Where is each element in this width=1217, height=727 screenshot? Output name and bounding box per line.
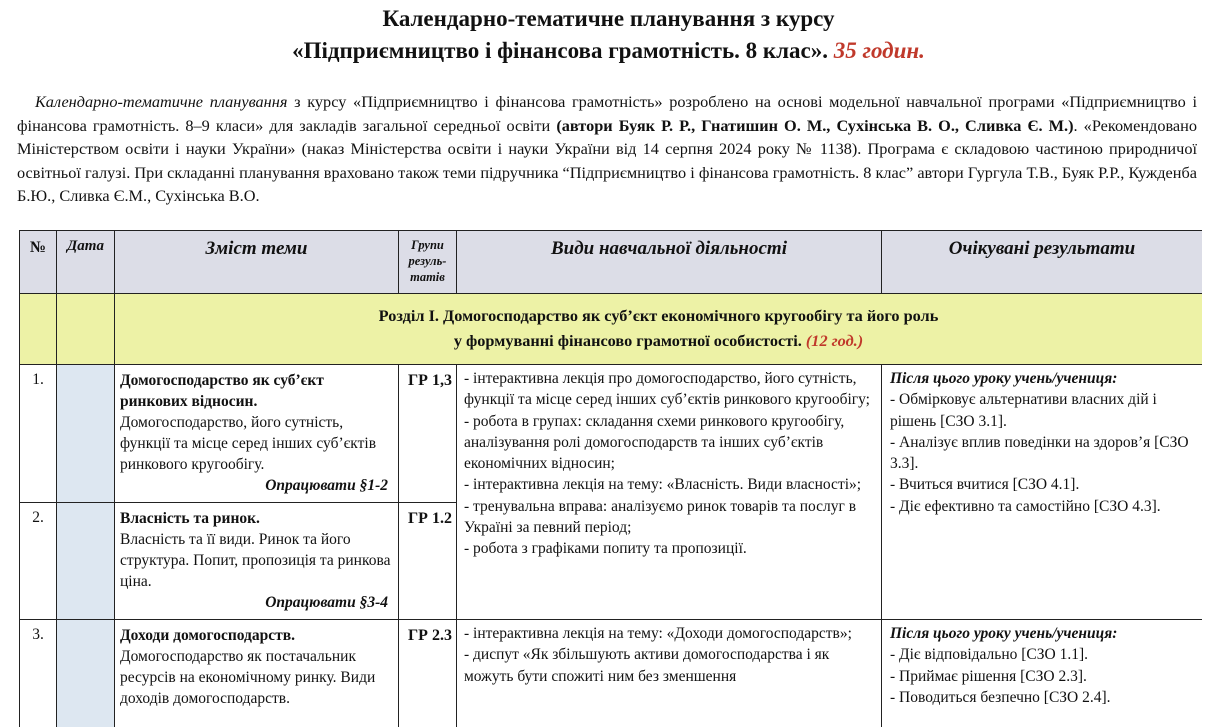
total-hours: 35 годин.: [833, 38, 925, 63]
row-date: [57, 620, 115, 727]
activity-item: - тренувальна вправа: аналізуємо ринок товарів та послуг в Україні за певний період;: [464, 497, 857, 537]
row-group: ГР 1.2: [399, 503, 457, 620]
header-topic: Зміст теми: [115, 231, 399, 294]
topic-text: Домогосподарство як постачальник ресурсів на економічному ринку. Види доходів домогосподарств.: [120, 648, 376, 707]
intro-text-2: . «Рекомендовано Міністерством освіти і науки України» (наказ Міністерства освіти і науки України від 14 серпня 2024 року № 1138). Програма є складовою частиною природничої освітньої галузі. При складанні планування враховано також теми підручника “Підприємництво і фінансова грамотність. 8 клас” автори Гургула Т.В., Буяк Р.Р., Кужденба Б.Ю., Сливка Є.М., Сухінська В.О.: [17, 115, 1198, 206]
page-title: [0, 3, 1217, 67]
results-cell: [882, 620, 1203, 727]
section-title: [115, 294, 1203, 365]
section-line-1: Розділ І. Домогосподарство як суб’єкт економічного кругообігу та його роль: [378, 306, 939, 325]
row-date: [57, 365, 115, 503]
activity-item: - диспут «Як збільшують активи домогосподарства і як можуть бути спожиті ним без зменшення: [464, 646, 830, 685]
table-row: [20, 365, 1203, 503]
row-group: ГР 1,3: [399, 365, 457, 503]
results-heading: Після цього уроку учень/учениця:: [890, 370, 1118, 387]
header-groups: Групи резуль-татів: [399, 231, 457, 294]
results-cell: [882, 365, 1203, 620]
topic-title: Доходи домогосподарств.: [120, 627, 296, 644]
result-item: - Вчиться вчитися [СЗО 4.1].: [890, 476, 1080, 494]
row-num: 2.: [20, 503, 57, 620]
activity-item: - інтерактивна лекція на тему: «Власність. Види власності»;: [464, 476, 862, 494]
result-item: - Діє ефективно та самостійно [СЗО 4.3].: [890, 497, 1161, 515]
results-heading: Після цього уроку учень/учениця:: [890, 625, 1118, 642]
header-num: №: [20, 231, 57, 294]
header-activities: Види навчальної діяльності: [457, 231, 882, 294]
intro-text-1: з курсу «Підприємництво і фінансова грамотність» розроблено на основі модельної навчальної програми «Підприємництво і фінансова грамотність. 8–9 класи» для закладів загальної середньої освіти: [17, 92, 1197, 135]
row-date: [57, 503, 115, 620]
result-item: - Поводиться безпечно [СЗО 2.4].: [890, 688, 1111, 706]
row-num: 3.: [20, 620, 57, 727]
section-row: [20, 294, 1203, 365]
header-date: Дата: [57, 231, 115, 294]
row-group: ГР 2.3: [399, 620, 457, 727]
topic-homework: Опрацювати §1-2: [265, 477, 388, 494]
header-results: Очікувані результати: [882, 231, 1203, 294]
activity-item: - робота в групах: складання схеми ринкового кругообігу, аналізування ролі домогосподарств та інших суб’єктів економічних відносин;: [464, 412, 845, 473]
section-hours: (12 год.): [805, 331, 864, 350]
activity-item: - інтерактивна лекція на тему: «Доходи домогосподарств»;: [464, 625, 852, 642]
activity-item: - інтерактивна лекція про домогосподарство, його сутність, функції та місце серед інших суб’єктів ринкового кругообігу;: [464, 370, 870, 409]
section-line-2: у формуванні фінансово грамотної особистості. (12 год.): [453, 331, 864, 350]
table-header-row: [20, 231, 1203, 294]
result-item: - Аналізує вплив поведінки на здоров’я [СЗО 3.3].: [890, 433, 1189, 473]
table-row: [20, 620, 1203, 727]
planning-table-wrapper: [19, 230, 1202, 727]
course-name: «Підприємництво і фінансова грамотність. 8 клас».: [292, 38, 828, 63]
intro-authors: (автори Буяк Р. Р., Гнатишин О. М., Сухінська В. О., Сливка Є. М.): [556, 115, 1074, 135]
activities-cell: [457, 620, 882, 727]
topic-text: Домогосподарство, його сутність, функції та місце серед інших суб’єктів ринкового кругообігу.: [120, 414, 377, 473]
topic-text: Власність та її види. Ринок та його структура. Попит, пропозиція та ринкова ціна.: [120, 531, 391, 590]
row-num: 1.: [20, 365, 57, 503]
result-item: - Діє відповідально [СЗО 1.1].: [890, 646, 1088, 664]
title-line-2: [0, 35, 1217, 67]
intro-paragraph: [17, 90, 1197, 208]
activities-cell: [457, 365, 882, 620]
row-topic: [115, 503, 399, 620]
topic-title: Власність та ринок.: [120, 510, 260, 527]
activity-item: - робота з графіками попиту та пропозиції.: [464, 540, 747, 558]
row-topic: [115, 620, 399, 727]
result-item: - Обмірковує альтернативи власних дій і рішень [СЗО 3.1].: [890, 391, 1157, 430]
result-item: - Приймає рішення [СЗО 2.3].: [890, 667, 1087, 685]
topic-homework: Опрацювати §3-4: [265, 594, 388, 611]
title-line-1: Календарно-тематичне планування з курсу: [382, 6, 835, 31]
topic-title: Домогосподарство як суб’єкт ринкових відносин.: [120, 372, 324, 410]
row-topic: [115, 365, 399, 503]
intro-italic: Календарно-тематичне планування: [35, 92, 288, 111]
planning-table: [19, 230, 1202, 727]
